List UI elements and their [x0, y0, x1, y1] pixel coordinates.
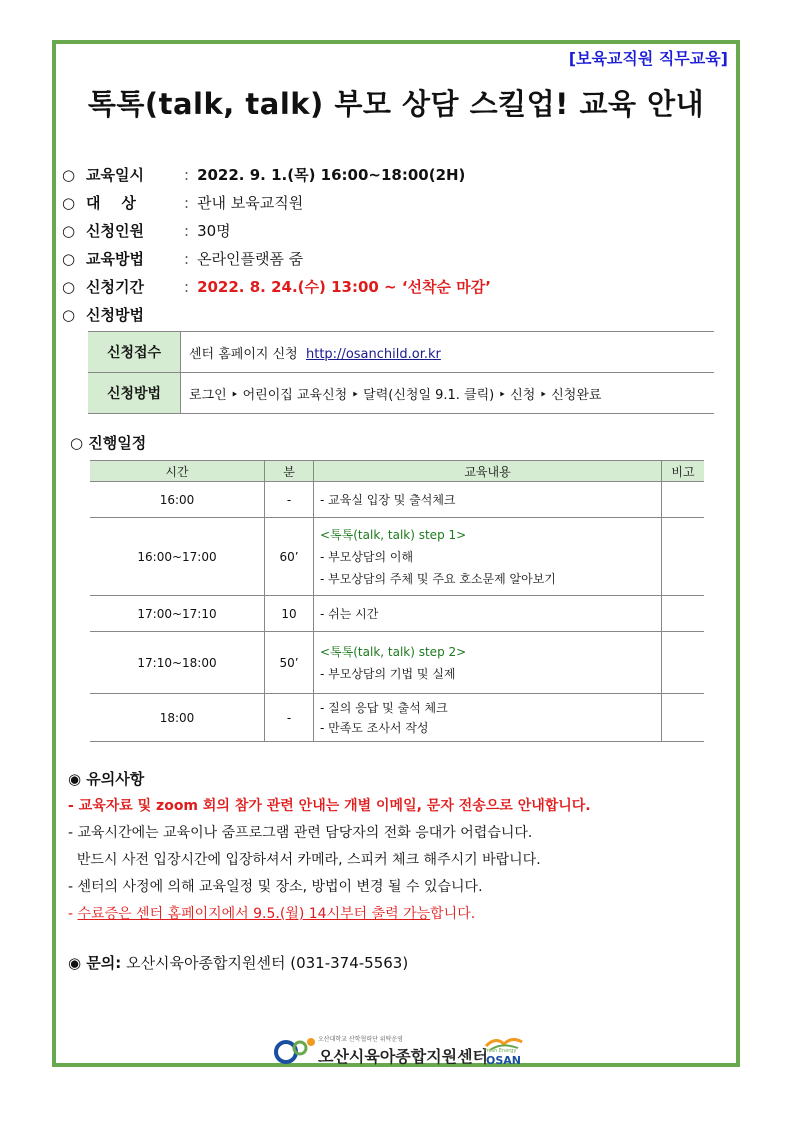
content-line: - 교육실 입장 및 출석체크	[320, 492, 456, 507]
colon: :	[184, 250, 190, 268]
info-period	[62, 276, 730, 297]
info-key: 대 상	[86, 194, 136, 212]
minutes-cell: 10	[265, 596, 314, 632]
apply-row-head: 신청방법	[88, 373, 181, 414]
circle-bullet-icon: ○	[62, 194, 76, 212]
info-method	[62, 248, 730, 269]
content-line: - 쉬는 시간	[320, 606, 379, 621]
info-key: 교육일시	[86, 166, 144, 184]
apply-row-head: 신청접수	[88, 332, 181, 373]
time-cell: 17:00~17:10	[90, 596, 265, 632]
notes-heading: ◉ 유의사항	[68, 770, 145, 788]
colon: :	[184, 166, 190, 184]
page-title: 톡톡(talk, talk) 부모 상담 스킬업! 교육 안내	[87, 87, 705, 121]
logo-subtitle: 오산대학교 산학협력단 위탁운영	[318, 1036, 403, 1043]
schedule-heading: ○ 진행일정	[70, 434, 147, 452]
info-key: 신청방법	[86, 306, 144, 324]
info-value: 2022. 8. 24.(수) 13:00 ~ ‘선착순 마감’	[197, 278, 491, 296]
content-cell	[314, 482, 662, 518]
info-key: 신청기간	[86, 278, 144, 296]
logo-name: 오산시육아종합지원센터	[318, 1047, 489, 1066]
note-cell	[662, 482, 705, 518]
note-dash: -	[68, 906, 78, 922]
info-count	[62, 220, 730, 241]
time-cell: 16:00	[90, 482, 265, 518]
time-cell: 16:00~17:00	[90, 518, 265, 596]
note-cell	[662, 596, 705, 632]
content-cell	[314, 632, 662, 694]
note-line: 반드시 사전 입장시간에 입장하셔서 카메라, 스피커 체크 해주시기 바랍니다.	[68, 852, 541, 868]
contact-value: 오산시육아종합지원센터 (031-374-5563)	[126, 954, 409, 972]
apply-row	[88, 373, 714, 414]
city-slogan: Fresh Energy	[484, 1048, 517, 1054]
info-value: 30명	[197, 222, 231, 240]
footer-logo	[56, 1034, 736, 1070]
minutes-cell: 50’	[265, 632, 314, 694]
table-row	[90, 596, 704, 632]
colon: :	[184, 194, 190, 212]
content-cell	[314, 596, 662, 632]
content-line: - 질의 응답 및 출석 체크	[320, 700, 448, 715]
colon: :	[184, 278, 190, 296]
content-line: - 부모상담의 주체 및 주요 호소문제 알아보기	[320, 571, 556, 586]
note-line: - 센터의 사정에 의해 교육일정 및 장소, 방법이 변경 될 수 있습니다.	[68, 879, 483, 895]
col-header: 비고	[662, 461, 705, 482]
note-cell	[662, 694, 705, 742]
minutes-cell: -	[265, 482, 314, 518]
city-name: OSAN	[486, 1054, 521, 1067]
info-apply-method	[62, 304, 730, 325]
table-row	[90, 482, 704, 518]
note-line: - 교육자료 및 zoom 회의 참가 관련 안내는 개별 이메일, 문자 전송으로 안내합니다.	[68, 798, 591, 814]
certificate-note: 수료증은 센터 홈페이지에서 9.5.(월) 14시부터 출력 가능	[77, 906, 431, 922]
time-cell: 17:10~18:00	[90, 632, 265, 694]
apply-text: 센터 홈페이지 신청	[189, 346, 298, 362]
content-line: - 만족도 조사서 작성	[320, 720, 429, 735]
info-key: 교육방법	[86, 250, 144, 268]
document-frame	[52, 40, 740, 1067]
apply-table	[88, 331, 714, 414]
document-tag: [보육교직원 직무교육]	[568, 49, 728, 68]
step-title: <톡톡(talk, talk) step 2>	[320, 644, 467, 659]
homepage-link[interactable]: http://osanchild.or.kr	[306, 346, 441, 362]
schedule-table	[90, 460, 704, 742]
table-row	[90, 518, 704, 596]
content-line: - 부모상담의 기법 및 실제	[320, 666, 456, 681]
apply-row	[88, 332, 714, 373]
col-header: 교육내용	[314, 461, 662, 482]
info-value: 2022. 9. 1.(목) 16:00~18:00(2H)	[197, 166, 466, 184]
schedule-header-row	[90, 461, 704, 482]
contact-label: ◉ 문의:	[68, 954, 122, 972]
info-value: 관내 보육교직원	[197, 194, 304, 212]
circle-bullet-icon: ○	[62, 166, 76, 184]
apply-row-content	[181, 332, 715, 373]
note-suffix: 합니다.	[430, 906, 476, 922]
circle-bullet-icon: ○	[62, 278, 76, 296]
step-title: <톡톡(talk, talk) step 1>	[320, 527, 467, 542]
contact	[68, 952, 724, 973]
circle-bullet-icon: ○	[62, 306, 76, 324]
notes-section	[68, 766, 724, 928]
note-cell	[662, 632, 705, 694]
info-target	[62, 192, 730, 213]
minutes-cell: -	[265, 694, 314, 742]
note-line: - 교육시간에는 교육이나 줌프로그램 관련 담당자의 전화 응대가 어렵습니다.	[68, 825, 533, 841]
note-cell	[662, 518, 705, 596]
colon: :	[184, 222, 190, 240]
content-cell	[314, 694, 662, 742]
circle-bullet-icon: ○	[62, 222, 76, 240]
minutes-cell: 60’	[265, 518, 314, 596]
col-header: 분	[265, 461, 314, 482]
apply-row-content: 로그인 ‣ 어린이집 교육신청 ‣ 달력(신청일 9.1. 클릭) ‣ 신청 ‣ 신청완료	[181, 373, 715, 414]
col-header: 시간	[90, 461, 265, 482]
note-line	[68, 901, 724, 928]
table-row	[90, 632, 704, 694]
info-key: 신청인원	[86, 222, 144, 240]
content-line: - 부모상담의 이해	[320, 549, 414, 564]
info-value: 온라인플랫폼 줌	[197, 250, 304, 268]
table-row	[90, 694, 704, 742]
time-cell: 18:00	[90, 694, 265, 742]
info-date	[62, 164, 730, 185]
content-cell	[314, 518, 662, 596]
circle-bullet-icon: ○	[62, 250, 76, 268]
